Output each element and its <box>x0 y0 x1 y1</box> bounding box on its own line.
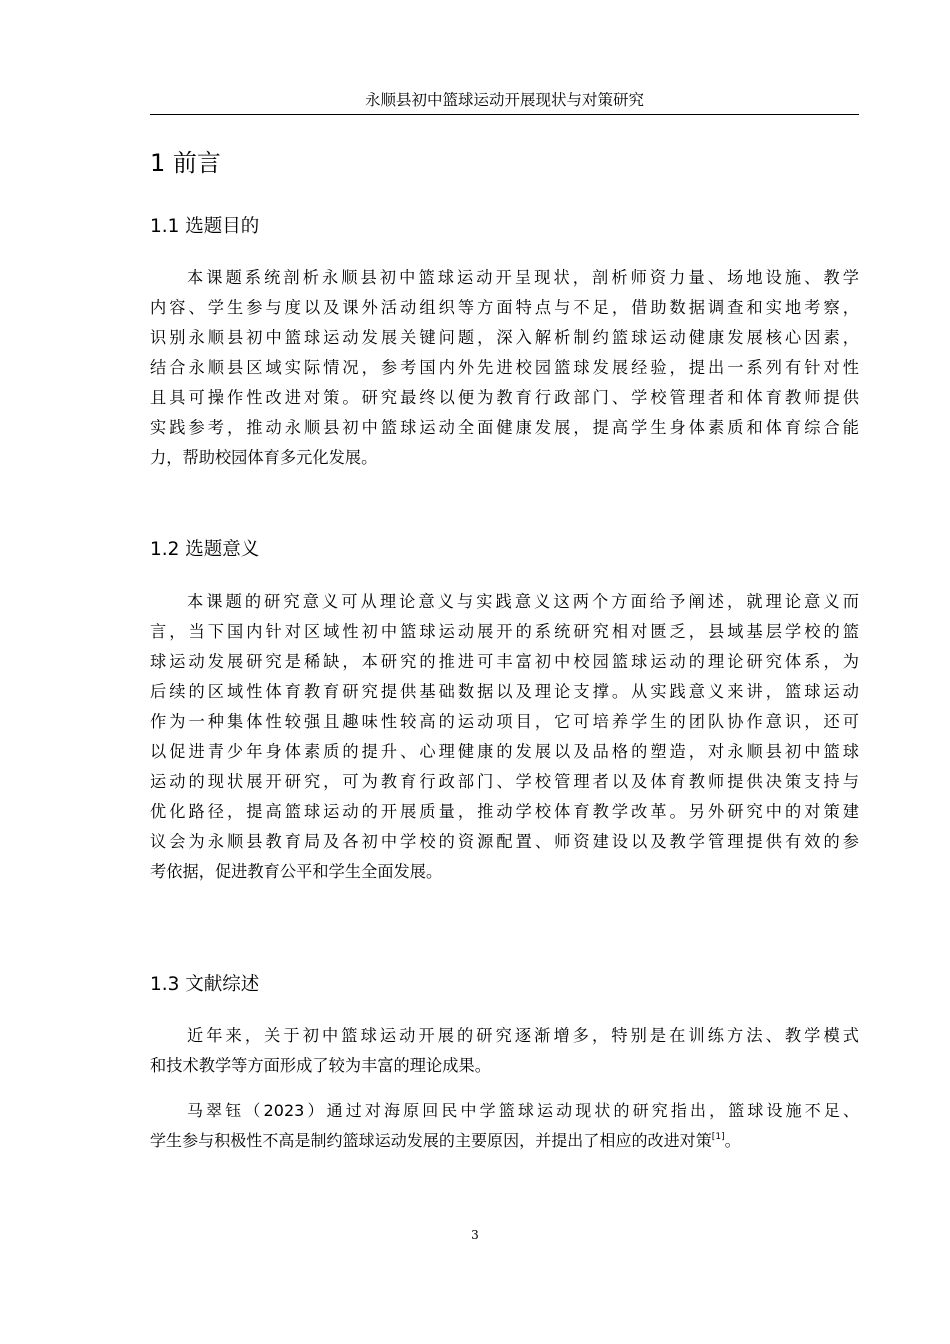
paragraph-line: 结合永顺县区域实际情况，参考国内外先进校园篮球发展经验，提出一系列有针对性 <box>150 358 859 377</box>
paragraph-line: 以促进青少年身体素质的提升、心理健康的发展以及品格的塑造，对永顺县初中篮球 <box>150 742 859 761</box>
paragraph-line: 议会为永顺县教育局及各初中学校的资源配置、师资建设以及教学管理提供有效的参 <box>150 832 859 851</box>
paragraph-review-intro <box>150 1021 859 1081</box>
paragraph-line: 本课题系统剖析永顺县初中篮球运动开呈现状，剖析师资力量、场地设施、教学 <box>187 268 859 287</box>
paragraph-line: 作为一种集体性较强且趣味性较高的运动项目，它可培养学生的团队协作意识，还可 <box>150 712 859 731</box>
line-end-punctuation: 。 <box>724 1131 741 1150</box>
paragraph-line: 言，当下国内针对区域性初中篮球运动展开的系统研究相对匮乏，县域基层学校的篮 <box>150 622 859 641</box>
paragraph-line <box>150 1126 859 1156</box>
paragraph-line-text: 学生参与积极性不高是制约篮球运动发展的主要原因，并提出了相应的改进对策 <box>150 1131 712 1150</box>
paragraph-line: 后续的区域性体育教育研究提供基础数据以及理论支撑。从实践意义来讲，篮球运动 <box>150 682 859 701</box>
paragraph-significance <box>150 587 859 887</box>
paragraph-line: 识别永顺县初中篮球运动发展关键问题，深入解析制约篮球运动健康发展核心因素， <box>150 328 859 347</box>
paragraph-line: 实践参考，推动永顺县初中篮球运动全面健康发展，提高学生身体素质和体育综合能 <box>150 418 859 437</box>
header-rule <box>150 114 859 115</box>
chapter-title: 1 前言 <box>150 149 221 177</box>
paragraph-line: 且具可操作性改进对策。研究最终以便为教育行政部门、学校管理者和体育教师提供 <box>150 388 859 407</box>
paragraph-line: 内容、学生参与度以及课外活动组织等方面特点与不足，借助数据调查和实地考察， <box>150 298 859 317</box>
paragraph-line: 马翠钰（2023）通过对海原回民中学篮球运动现状的研究指出，篮球设施不足、 <box>187 1101 859 1120</box>
citation-marker[interactable]: [1] <box>711 1132 725 1142</box>
paragraph-line: 本课题的研究意义可从理论意义与实践意义这两个方面给予阐述，就理论意义而 <box>187 592 859 611</box>
paragraph-line: 球运动发展研究是稀缺，本研究的推进可丰富初中校园篮球运动的理论研究体系，为 <box>150 652 859 671</box>
paragraph-line: 和技术教学等方面形成了较为丰富的理论成果。 <box>150 1056 491 1075</box>
paragraph-line: 近年来，关于初中篮球运动开展的研究逐渐增多，特别是在训练方法、教学模式 <box>187 1026 859 1045</box>
paragraph-line: 考依据，促进教育公平和学生全面发展。 <box>150 862 443 881</box>
running-header: 永顺县初中篮球运动开展现状与对策研究 <box>364 91 644 109</box>
section-heading-1-1: 1.1 选题目的 <box>150 216 260 237</box>
paragraph-line: 优化路径，提高篮球运动的开展质量，推动学校体育教学改革。另外研究中的对策建 <box>150 802 859 821</box>
paragraph-line: 力，帮助校园体育多元化发展。 <box>150 448 378 467</box>
paragraph-line: 运动的现状展开研究，可为教育行政部门、学校管理者以及体育教师提供决策支持与 <box>150 772 859 791</box>
paragraph-purpose <box>150 263 859 473</box>
section-heading-1-2: 1.2 选题意义 <box>150 539 260 560</box>
section-heading-1-3: 1.3 文献综述 <box>150 974 260 995</box>
paragraph-review-citation <box>150 1096 859 1156</box>
page-number: 3 <box>471 1228 479 1242</box>
